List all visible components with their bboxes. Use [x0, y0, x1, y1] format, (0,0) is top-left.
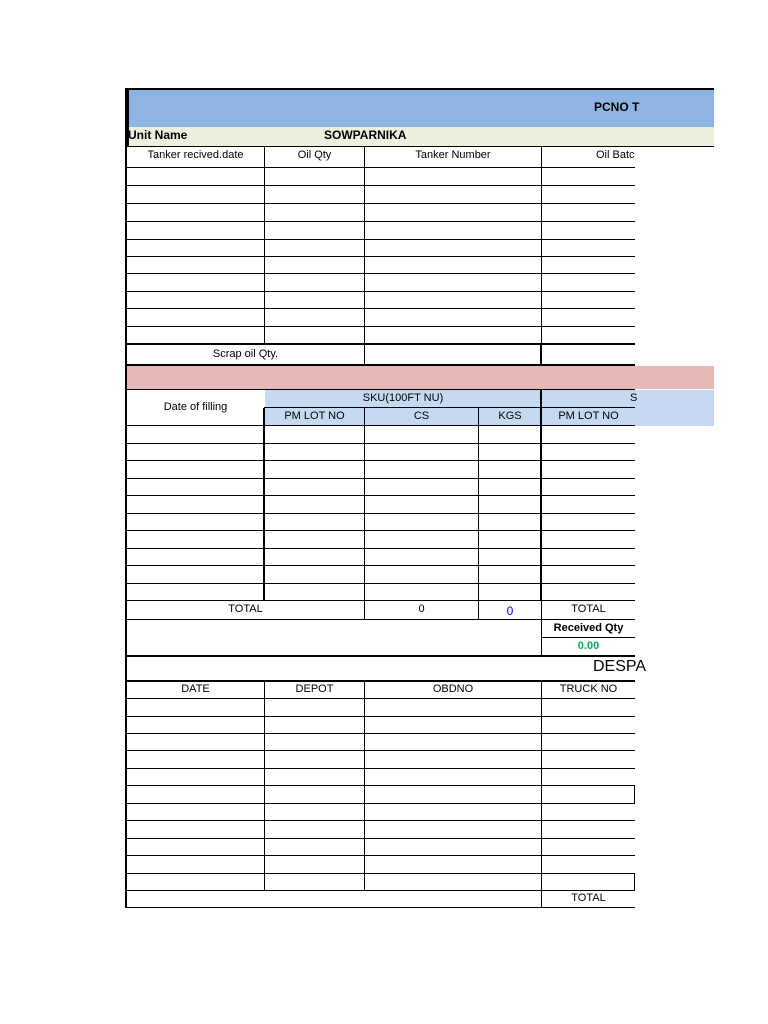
col-depot: DEPOT [295, 683, 334, 695]
col-oil-batch: Oil Batc [596, 149, 635, 161]
filling-total-label-2: TOTAL [571, 603, 606, 615]
grid-line [364, 408, 365, 601]
grid-line [126, 716, 635, 717]
grid-line [126, 733, 635, 734]
grid-line [264, 407, 541, 408]
tanker-table [126, 146, 635, 344]
grid-line [126, 239, 635, 240]
total-cs-value: 0 [418, 603, 425, 615]
grid-line [126, 443, 635, 444]
grid-line [126, 655, 635, 657]
grid-line [364, 146, 365, 344]
grid-line [126, 185, 635, 186]
unit-name-row [127, 127, 714, 146]
sku-1-label: SKU(100FT NU) [362, 392, 444, 404]
grid-line [126, 343, 635, 345]
grid-line [634, 785, 635, 803]
grid-line [263, 408, 265, 601]
grid-line [126, 583, 635, 584]
grid-line [264, 146, 265, 344]
grid-line [364, 344, 365, 364]
outer-border [125, 88, 127, 908]
grid-line [634, 873, 635, 891]
pm-lot-no-2: PM LOT NO [558, 410, 619, 422]
grid-line [126, 855, 635, 856]
grid-line [478, 408, 479, 601]
page-title: PCNO T [594, 100, 640, 114]
grid-line [126, 698, 635, 699]
grid-line [126, 146, 714, 147]
section-band [127, 366, 714, 389]
pm-lot-no-1: PM LOT NO [284, 410, 345, 422]
grid-line [126, 221, 635, 222]
unit-name-value: SOWPARNIKA [324, 128, 407, 142]
col-date: DATE [181, 683, 210, 695]
grid-line [126, 273, 635, 274]
grid-line [126, 873, 635, 874]
grid-line [126, 203, 635, 204]
grid-line [126, 308, 635, 309]
grid-line [126, 838, 635, 839]
scrap-oil-label: Scrap oil Qty. [212, 348, 279, 360]
grid-line [126, 326, 635, 327]
grid-line [126, 907, 635, 908]
grid-line [540, 344, 542, 364]
col-obdno: OBDNO [432, 683, 474, 695]
grid-line [126, 530, 635, 531]
grid-line [364, 681, 365, 891]
received-qty-label: Received Qty [553, 622, 624, 634]
col-oil-qty: Oil Qty [297, 149, 332, 161]
grid-line [126, 548, 635, 549]
grid-line [126, 785, 635, 786]
grid-line [126, 291, 635, 292]
col-tanker-received-date: Tanker recived.date [147, 149, 244, 161]
grid-line [541, 146, 542, 344]
grid-line [126, 256, 635, 257]
grid-line [126, 565, 635, 566]
kgs-column: KGS [498, 410, 522, 422]
received-qty-value: 0.00 [577, 640, 600, 652]
date-of-filling-label: Date of filling [163, 401, 228, 413]
grid-line [126, 750, 635, 751]
filling-total-label: TOTAL [228, 603, 263, 615]
grid-line [126, 460, 635, 461]
dispatch-title: DESPA [593, 658, 647, 675]
grid-line [126, 495, 635, 496]
cs-column: CS [413, 410, 430, 422]
grid-line [126, 803, 635, 804]
grid-line [541, 681, 542, 908]
col-tanker-number: Tanker Number [415, 149, 491, 161]
grid-line [126, 513, 635, 514]
grid-line [126, 167, 635, 168]
grid-line [540, 390, 542, 601]
grid-line [126, 768, 635, 769]
grid-line [126, 478, 635, 479]
col-truck-no: TRUCK NO [559, 683, 618, 695]
dispatch-total-label: TOTAL [571, 892, 606, 904]
grid-line [542, 407, 635, 408]
grid-line [126, 425, 635, 426]
grid-line [264, 681, 265, 891]
sku-2-label: S [630, 392, 638, 404]
grid-line [126, 820, 635, 821]
total-kgs-value: 0 [506, 604, 514, 618]
unit-name-label: Unit Name [128, 128, 188, 142]
